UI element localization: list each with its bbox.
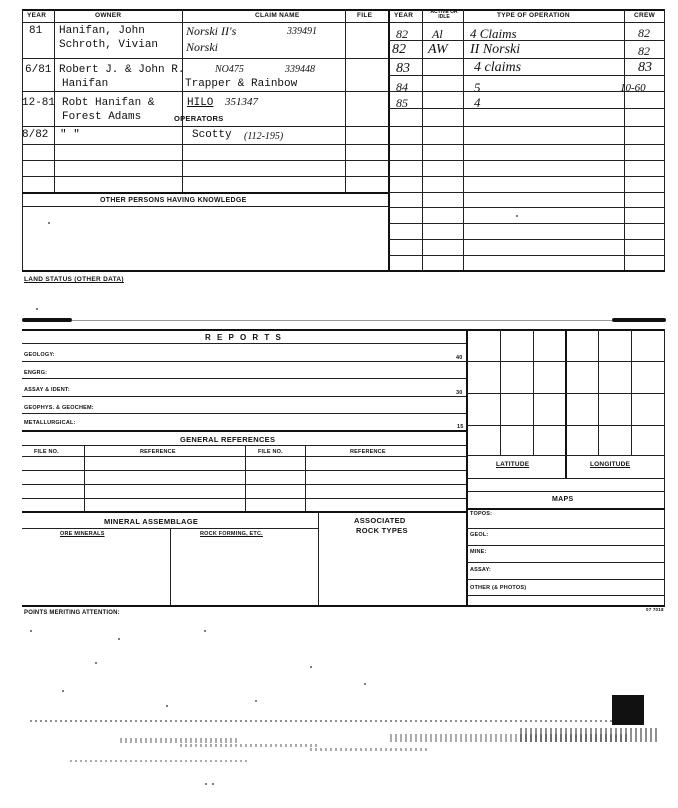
report-number: 15 [457, 424, 464, 430]
row-year: 8/82 [22, 129, 49, 141]
row-year: 12-81 [22, 97, 56, 109]
report-number: 40 [456, 355, 463, 361]
associated-label: ASSOCIATED [354, 516, 406, 525]
header-type-operation: TYPE OF OPERATION [497, 12, 570, 19]
report-number: 30 [456, 390, 463, 396]
row-claim-number: 339448 [285, 64, 315, 75]
row-claim-number: 351347 [225, 96, 258, 108]
activity-type: 4 [474, 95, 481, 110]
mineral-assemblage-title: MINERAL ASSEMBLAGE [104, 517, 199, 526]
header-claim-name: CLAIM NAME [255, 12, 300, 19]
maps-other: OTHER (& PHOTOS) [470, 585, 527, 591]
activity-year: 83 [396, 61, 410, 76]
reports-title: R E P O R T S [205, 333, 283, 342]
activity-year: 84 [396, 80, 408, 94]
maps-assay: ASSAY: [470, 567, 492, 573]
activity-crew: 82 [638, 26, 650, 40]
row-claim: NO475 [215, 64, 244, 75]
report-geophys: GEOPHYS. & GEOCHEM: [24, 405, 94, 411]
general-references-title: GENERAL REFERENCES [180, 435, 276, 444]
header-owner: OWNER [95, 12, 122, 19]
activity-status: AW [428, 42, 448, 57]
maps-geol: GEOL: [470, 532, 489, 538]
row-owner: Hanifan, John [59, 25, 145, 37]
header-active-idle: ACTIVE OR IDLE [430, 9, 458, 20]
activity-year: 82 [392, 42, 406, 57]
other-persons-heading: OTHER PERSONS HAVING KNOWLEDGE [100, 197, 247, 204]
activity-type: 4 claims [474, 60, 522, 75]
row-claim: Scotty [192, 129, 232, 141]
report-assay: ASSAY & IDENT: [24, 387, 70, 393]
activity-crew: 82 [638, 44, 650, 58]
form-code: 07 7018 [646, 607, 664, 612]
ref-reference: REFERENCE [350, 449, 386, 455]
ref-reference: REFERENCE [140, 449, 176, 455]
ref-file-no: FILE NO. [34, 449, 59, 455]
activity-crew: 10-60 [620, 82, 646, 94]
row-owner: Hanifan [62, 78, 109, 90]
header-crew: CREW [634, 12, 656, 19]
activity-status: Al [432, 27, 443, 41]
maps-title: MAPS [552, 496, 574, 503]
maps-mine: MINE: [470, 549, 487, 555]
ore-minerals-label: ORE MINERALS [60, 531, 105, 537]
row-claim: HILO [187, 97, 214, 109]
row-owner: " " [60, 129, 80, 141]
maps-topos: TOPOS: [470, 511, 493, 517]
row-claim: Trapper & Rainbow [185, 78, 298, 90]
activity-year: 82 [396, 27, 408, 41]
row-year: 81 [29, 25, 43, 37]
row-owner: Forest Adams [62, 111, 142, 123]
black-block [612, 695, 644, 725]
operators-label: OPERATORS [174, 114, 224, 123]
report-metallurgical: METALLURGICAL: [24, 420, 76, 426]
separator-mark [612, 318, 666, 322]
row-claim: Norski II's [186, 24, 237, 38]
header-year: YEAR [27, 12, 47, 19]
row-owner: Schroth, Vivian [59, 39, 159, 51]
report-engrg: ENGRG: [24, 370, 48, 376]
row-owner: Robert J. & John R. [59, 64, 185, 76]
row-claim-number: 339491 [287, 26, 317, 37]
activity-type: 4 Claims [470, 26, 517, 41]
row-year: 6/81 [25, 64, 52, 76]
row-owner: Robt Hanifan & [62, 97, 155, 109]
header-year-2: YEAR [394, 12, 414, 19]
activity-year: 85 [396, 96, 408, 110]
longitude-label: LONGITUDE [590, 461, 631, 468]
rock-types-label: ROCK TYPES [356, 526, 408, 535]
land-status-heading: LAND STATUS (OTHER DATA) [24, 276, 124, 283]
points-meriting-attention: POINTS MERITING ATTENTION: [24, 610, 120, 616]
header-file: FILE [357, 12, 373, 19]
report-geology: GEOLOGY: [24, 352, 55, 358]
activity-type: 5 [474, 80, 481, 95]
rock-forming-label: ROCK FORMING, ETC. [200, 531, 263, 537]
ref-file-no: FILE NO. [258, 449, 283, 455]
separator-mark [22, 318, 72, 322]
activity-crew: 83 [638, 60, 652, 75]
row-claim: Norski [186, 40, 219, 54]
row-claim-number: (112-195) [244, 131, 284, 142]
activity-type: II Norski [470, 42, 521, 57]
latitude-label: LATITUDE [496, 461, 530, 468]
